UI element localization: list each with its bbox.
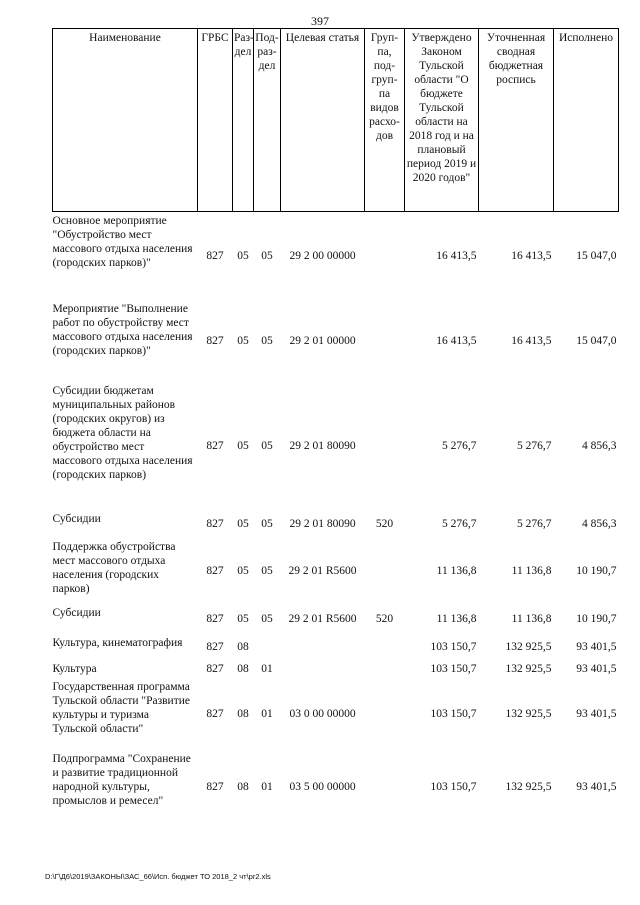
table-row [53,300,619,382]
row-revised: 11 136,8 [511,612,552,625]
row-revised: 132 925,5 [505,640,552,653]
row-group [365,660,405,678]
row-approved: 103 150,7 [430,662,477,675]
table-row [53,382,619,510]
row-approved: 11 136,8 [436,612,477,625]
row-target [281,660,365,678]
row-name: Культура, кинематография [52,636,183,649]
col-header-target: Целевая статья [281,29,365,212]
row-executed: 93 401,5 [576,707,617,720]
row-name: Субсидии [52,606,101,619]
row-razdel: 08 [237,780,249,793]
row-razdel: 08 [237,640,249,653]
table-row [53,678,619,750]
row-group [365,300,405,382]
row-razdel: 05 [237,564,249,577]
row-revised: 132 925,5 [505,662,552,675]
row-name: Мероприятие "Выполнение работ по обустройству мест массового отдыха населения (городских парков)" [52,302,193,357]
row-grbs: 827 [206,707,224,720]
row-grbs: 827 [206,249,224,262]
row-grbs: 827 [206,564,224,577]
header-row [53,29,619,212]
row-approved: 103 150,7 [430,707,477,720]
row-target: 29 2 01 R5600 [288,612,357,625]
row-approved: 103 150,7 [430,640,477,653]
col-header-razdel: Раз-дел [233,29,254,212]
row-name: Основное мероприятие "Обустройство мест массового отдыха населения (городских парков)" [52,215,193,269]
row-group [365,634,405,660]
row-group [365,678,405,750]
row-podrazdel: 01 [261,780,273,793]
table-row [53,510,619,538]
row-target: 29 2 01 80090 [289,517,356,530]
row-approved: 103 150,7 [430,780,477,793]
table-row [53,212,619,300]
row-razdel: 05 [237,249,249,262]
col-header-podrazdel: Под-раз-дел [254,29,281,212]
table-row [53,604,619,634]
row-target: 29 2 00 00000 [289,249,356,262]
row-executed: 93 401,5 [576,640,617,653]
row-razdel: 05 [237,517,249,530]
row-group [365,212,405,300]
col-header-name: Наименование [53,29,198,212]
row-podrazdel: 05 [261,439,273,452]
row-target: 03 0 00 00000 [289,707,356,720]
row-name: Поддержка обустройства мест массового отдыха населения (городских парков) [52,540,176,595]
row-group: 520 [375,517,394,530]
row-group [365,382,405,510]
row-grbs: 827 [206,780,224,793]
row-razdel: 08 [237,707,249,720]
row-podrazdel [254,634,281,660]
col-header-grbs: ГРБС [198,29,233,212]
row-podrazdel: 01 [261,707,273,720]
row-executed: 93 401,5 [576,780,617,793]
budget-table [52,28,619,824]
row-executed: 4 856,3 [582,517,617,530]
row-podrazdel: 05 [261,249,273,262]
table-row [53,634,619,660]
row-executed: 10 190,7 [576,612,617,625]
row-name: Государственная программа Тульской области "Развитие культуры и туризма Тульской области" [52,680,190,735]
col-header-revised: Уточненная сводная бюджетная роспись [479,29,554,212]
row-approved: 16 413,5 [436,334,477,347]
row-executed: 4 856,3 [582,439,617,452]
col-header-approved: Утверждено Законом Тульской области "О бюджете Тульской области на 2018 год и на плановый период 2019 и 2020 годов" [405,29,479,212]
row-razdel: 08 [237,662,249,675]
row-razdel: 05 [237,439,249,452]
row-revised: 16 413,5 [511,249,552,262]
row-podrazdel: 05 [261,612,273,625]
row-name: Субсидии бюджетам муниципальных районов (городских округов) из бюджета области на обустройство мест массового отдыха населения (городских парков) [52,384,193,481]
row-target: 29 2 01 R5600 [288,564,357,577]
row-target [281,634,365,660]
row-name: Культура [52,662,97,675]
row-approved: 5 276,7 [442,439,477,452]
table-row [53,538,619,604]
row-revised: 16 413,5 [511,334,552,347]
row-executed: 10 190,7 [576,564,617,577]
row-target: 29 2 01 80090 [289,439,356,452]
row-target: 03 5 00 00000 [289,780,356,793]
footer-file-path: D:\Г\Д6\2019\ЗАКОНЫ\ЗАС_66\Исп. бюджет ТО 2018_2 чт\pr2.xls [45,872,271,881]
row-executed: 15 047,0 [576,249,617,262]
row-approved: 5 276,7 [442,517,477,530]
row-grbs: 827 [206,640,224,653]
row-grbs: 827 [206,517,224,530]
row-revised: 11 136,8 [511,564,552,577]
row-executed: 15 047,0 [576,334,617,347]
row-name: Субсидии [52,512,101,525]
row-revised: 5 276,7 [517,439,552,452]
row-grbs: 827 [206,612,224,625]
row-group [365,538,405,604]
row-target: 29 2 01 00000 [289,334,356,347]
row-revised: 132 925,5 [505,780,552,793]
row-grbs: 827 [206,662,224,675]
row-revised: 132 925,5 [505,707,552,720]
table-row [53,660,619,678]
row-executed: 93 401,5 [576,662,617,675]
row-grbs: 827 [206,439,224,452]
row-name: Подпрограмма "Сохранение и развитие традиционной народной культуры, промыслов и ремесел" [52,752,191,807]
page-number: 397 [311,14,329,28]
row-razdel: 05 [237,334,249,347]
row-podrazdel: 05 [261,564,273,577]
col-header-group: Груп-па, под-груп-па видов расхо-дов [365,29,405,212]
row-podrazdel: 01 [261,662,273,675]
row-approved: 16 413,5 [436,249,477,262]
row-group: 520 [375,612,394,625]
row-approved: 11 136,8 [436,564,477,577]
row-podrazdel: 05 [261,334,273,347]
row-group [365,750,405,824]
row-revised: 5 276,7 [517,517,552,530]
row-grbs: 827 [206,334,224,347]
col-header-executed: Исполнено [554,29,619,212]
row-razdel: 05 [237,612,249,625]
row-podrazdel: 05 [261,517,273,530]
table-row [53,750,619,824]
